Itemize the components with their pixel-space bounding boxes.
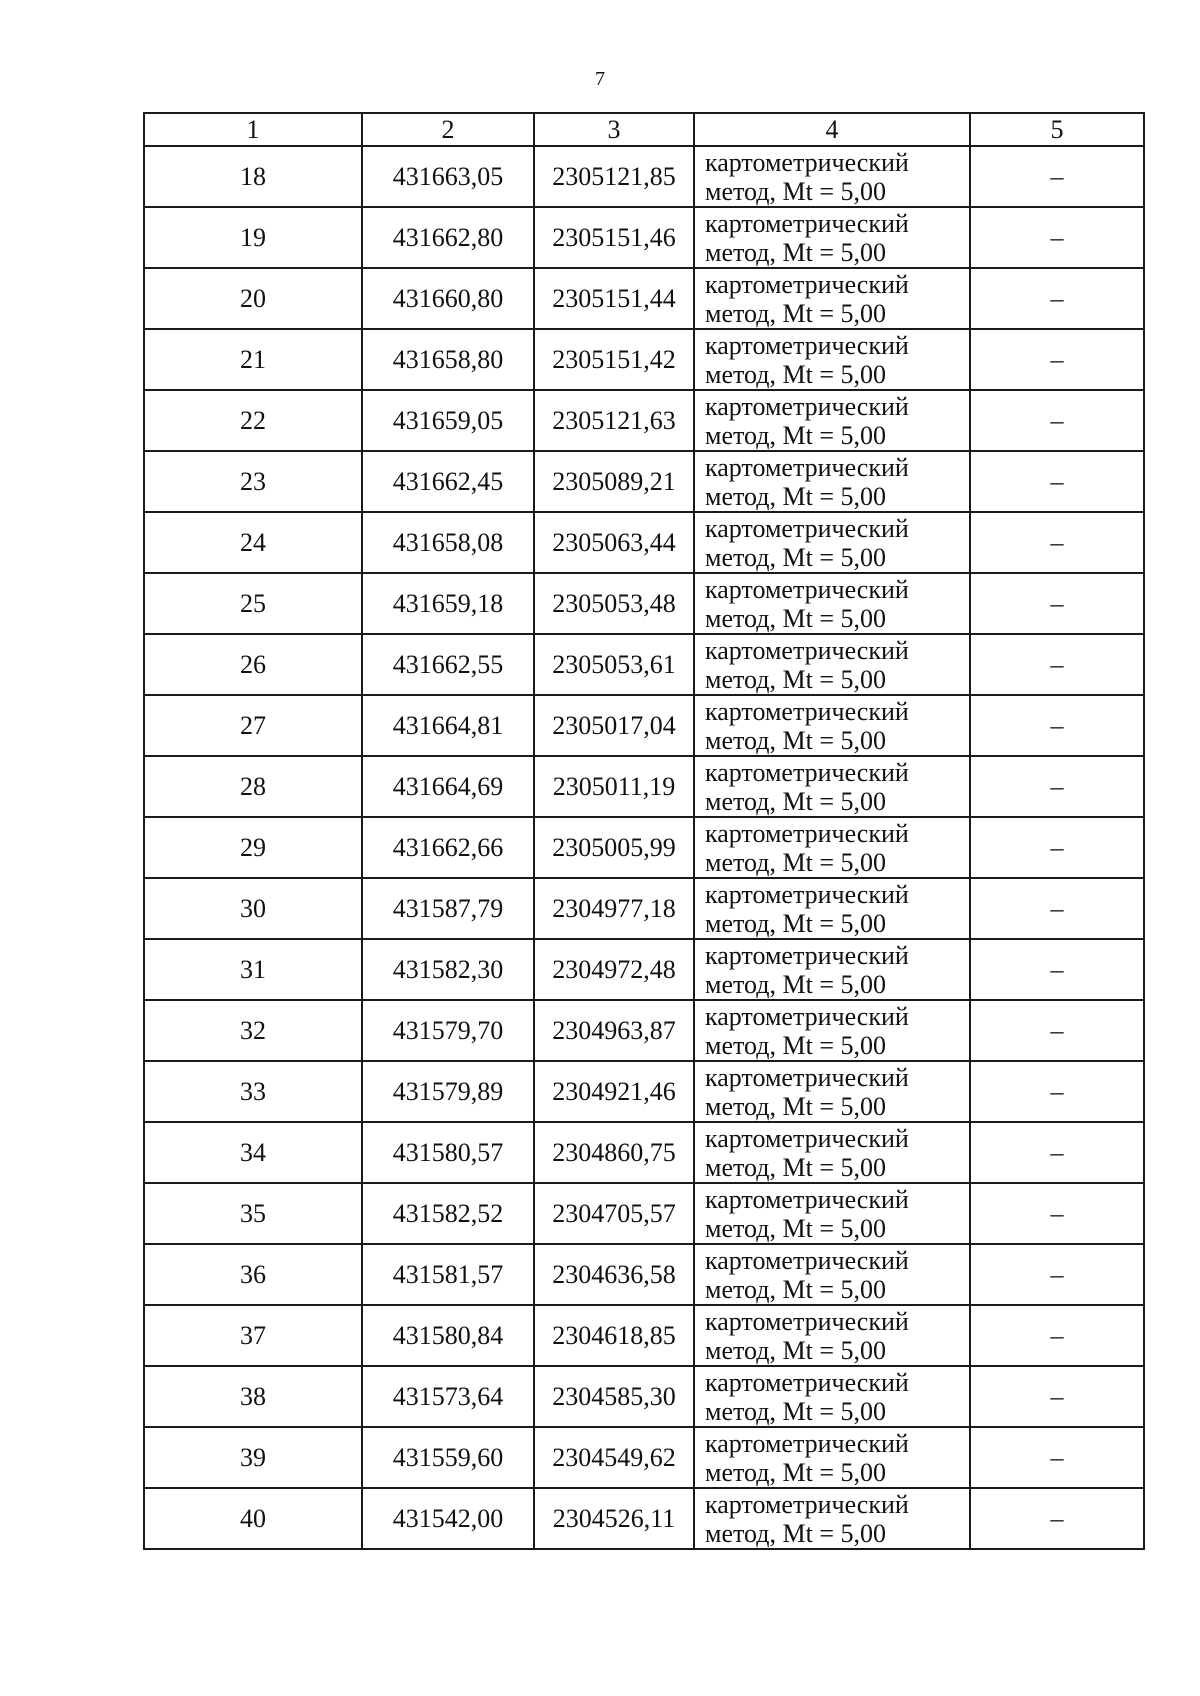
method-name: картометрический [705, 452, 909, 482]
point-number-cell: 18 [144, 146, 362, 207]
y-coordinate-cell: 2305011,19 [534, 756, 694, 817]
table-row [144, 1183, 1144, 1244]
point-number-cell: 33 [144, 1061, 362, 1122]
point-number-cell: 36 [144, 1244, 362, 1305]
method-name: картометрический [705, 1184, 909, 1214]
method-accuracy: метод, Mt = 5,00 [705, 1091, 886, 1121]
method-name: картометрический [705, 1306, 909, 1336]
method-cell [694, 1427, 970, 1488]
x-coordinate-cell: 431580,57 [362, 1122, 534, 1183]
x-coordinate-cell: 431579,70 [362, 1000, 534, 1061]
method-name: картометрический [705, 818, 909, 848]
y-coordinate-cell: 2304618,85 [534, 1305, 694, 1366]
column-5-cell: – [970, 695, 1144, 756]
y-coordinate-cell: 2305151,42 [534, 329, 694, 390]
method-accuracy: метод, Mt = 5,00 [705, 1518, 886, 1548]
method-cell [694, 146, 970, 207]
point-number-cell: 30 [144, 878, 362, 939]
method-accuracy: метод, Mt = 5,00 [705, 908, 886, 938]
table-row [144, 878, 1144, 939]
y-coordinate-cell: 2304705,57 [534, 1183, 694, 1244]
method-name: картометрический [705, 1001, 909, 1031]
page-number: 7 [595, 68, 605, 90]
y-coordinate-cell: 2305151,46 [534, 207, 694, 268]
point-number-cell: 35 [144, 1183, 362, 1244]
method-cell [694, 1061, 970, 1122]
method-cell [694, 573, 970, 634]
method-cell [694, 1000, 970, 1061]
method-name: картометрический [705, 757, 909, 787]
y-coordinate-cell: 2305063,44 [534, 512, 694, 573]
column-5-cell: – [970, 1244, 1144, 1305]
method-accuracy: метод, Mt = 5,00 [705, 1396, 886, 1426]
column-5-cell: – [970, 573, 1144, 634]
x-coordinate-cell: 431664,69 [362, 756, 534, 817]
header-cell-2: 2 [362, 113, 534, 146]
column-5-cell: – [970, 878, 1144, 939]
x-coordinate-cell: 431664,81 [362, 695, 534, 756]
point-number-cell: 20 [144, 268, 362, 329]
x-coordinate-cell: 431662,80 [362, 207, 534, 268]
column-5-cell: – [970, 817, 1144, 878]
method-cell [694, 1488, 970, 1549]
method-accuracy: метод, Mt = 5,00 [705, 420, 886, 450]
table-row [144, 512, 1144, 573]
method-accuracy: метод, Mt = 5,00 [705, 237, 886, 267]
table-row [144, 1122, 1144, 1183]
method-cell [694, 390, 970, 451]
method-cell [694, 1305, 970, 1366]
column-5-cell: – [970, 1488, 1144, 1549]
table-row [144, 1061, 1144, 1122]
y-coordinate-cell: 2305005,99 [534, 817, 694, 878]
point-number-cell: 39 [144, 1427, 362, 1488]
x-coordinate-cell: 431582,30 [362, 939, 534, 1000]
x-coordinate-cell: 431579,89 [362, 1061, 534, 1122]
method-name: картометрический [705, 1062, 909, 1092]
column-5-cell: – [970, 268, 1144, 329]
point-number-cell: 28 [144, 756, 362, 817]
method-cell [694, 1183, 970, 1244]
table-row [144, 207, 1144, 268]
table-row [144, 756, 1144, 817]
table-row [144, 573, 1144, 634]
y-coordinate-cell: 2304977,18 [534, 878, 694, 939]
table-row [144, 1488, 1144, 1549]
point-number-cell: 31 [144, 939, 362, 1000]
y-coordinate-cell: 2305151,44 [534, 268, 694, 329]
method-accuracy: метод, Mt = 5,00 [705, 1030, 886, 1060]
y-coordinate-cell: 2304972,48 [534, 939, 694, 1000]
x-coordinate-cell: 431542,00 [362, 1488, 534, 1549]
point-number-cell: 25 [144, 573, 362, 634]
y-coordinate-cell: 2305121,85 [534, 146, 694, 207]
point-number-cell: 26 [144, 634, 362, 695]
method-accuracy: метод, Mt = 5,00 [705, 847, 886, 877]
method-name: картометрический [705, 1245, 909, 1275]
method-accuracy: метод, Mt = 5,00 [705, 664, 886, 694]
method-accuracy: метод, Mt = 5,00 [705, 359, 886, 389]
point-number-cell: 38 [144, 1366, 362, 1427]
column-5-cell: – [970, 390, 1144, 451]
method-name: картометрический [705, 1367, 909, 1397]
method-name: картометрический [705, 391, 909, 421]
method-accuracy: метод, Mt = 5,00 [705, 1274, 886, 1304]
method-cell [694, 634, 970, 695]
table-row [144, 1244, 1144, 1305]
x-coordinate-cell: 431582,52 [362, 1183, 534, 1244]
table-row [144, 1427, 1144, 1488]
x-coordinate-cell: 431662,66 [362, 817, 534, 878]
method-accuracy: метод, Mt = 5,00 [705, 1457, 886, 1487]
table-body [144, 146, 1144, 1549]
method-cell [694, 207, 970, 268]
point-number-cell: 19 [144, 207, 362, 268]
column-5-cell: – [970, 1305, 1144, 1366]
method-name: картометрический [705, 208, 909, 238]
column-5-cell: – [970, 1183, 1144, 1244]
y-coordinate-cell: 2304860,75 [534, 1122, 694, 1183]
header-cell-4: 4 [694, 113, 970, 146]
method-cell [694, 451, 970, 512]
method-cell [694, 329, 970, 390]
method-accuracy: метод, Mt = 5,00 [705, 603, 886, 633]
point-number-cell: 32 [144, 1000, 362, 1061]
method-accuracy: метод, Mt = 5,00 [705, 1213, 886, 1243]
method-name: картометрический [705, 879, 909, 909]
method-name: картометрический [705, 269, 909, 299]
method-cell [694, 878, 970, 939]
method-accuracy: метод, Mt = 5,00 [705, 176, 886, 206]
method-accuracy: метод, Mt = 5,00 [705, 481, 886, 511]
method-cell [694, 756, 970, 817]
column-5-cell: – [970, 1427, 1144, 1488]
table-row [144, 1305, 1144, 1366]
y-coordinate-cell: 2305053,61 [534, 634, 694, 695]
point-number-cell: 24 [144, 512, 362, 573]
x-coordinate-cell: 431659,18 [362, 573, 534, 634]
column-5-cell: – [970, 512, 1144, 573]
x-coordinate-cell: 431580,84 [362, 1305, 534, 1366]
column-5-cell: – [970, 329, 1144, 390]
point-number-cell: 40 [144, 1488, 362, 1549]
x-coordinate-cell: 431662,55 [362, 634, 534, 695]
x-coordinate-cell: 431587,79 [362, 878, 534, 939]
point-number-cell: 27 [144, 695, 362, 756]
column-5-cell: – [970, 1061, 1144, 1122]
method-name: картометрический [705, 513, 909, 543]
header-cell-1: 1 [144, 113, 362, 146]
method-name: картометрический [705, 147, 909, 177]
header-row [144, 113, 1144, 146]
table-row [144, 634, 1144, 695]
column-5-cell: – [970, 207, 1144, 268]
method-accuracy: метод, Mt = 5,00 [705, 1335, 886, 1365]
column-5-cell: – [970, 451, 1144, 512]
method-cell [694, 695, 970, 756]
column-5-cell: – [970, 1366, 1144, 1427]
table-row [144, 1366, 1144, 1427]
x-coordinate-cell: 431662,45 [362, 451, 534, 512]
y-coordinate-cell: 2304526,11 [534, 1488, 694, 1549]
method-accuracy: метод, Mt = 5,00 [705, 298, 886, 328]
method-name: картометрический [705, 330, 909, 360]
x-coordinate-cell: 431663,05 [362, 146, 534, 207]
column-5-cell: – [970, 756, 1144, 817]
method-accuracy: метод, Mt = 5,00 [705, 542, 886, 572]
point-number-cell: 34 [144, 1122, 362, 1183]
table-row [144, 451, 1144, 512]
table-row [144, 1000, 1144, 1061]
x-coordinate-cell: 431658,80 [362, 329, 534, 390]
header-cell-3: 3 [534, 113, 694, 146]
y-coordinate-cell: 2304963,87 [534, 1000, 694, 1061]
x-coordinate-cell: 431660,80 [362, 268, 534, 329]
method-name: картометрический [705, 1489, 909, 1519]
column-5-cell: – [970, 939, 1144, 1000]
method-cell [694, 1366, 970, 1427]
table-row [144, 268, 1144, 329]
table-row [144, 146, 1144, 207]
x-coordinate-cell: 431581,57 [362, 1244, 534, 1305]
method-cell [694, 817, 970, 878]
column-5-cell: – [970, 146, 1144, 207]
x-coordinate-cell: 431559,60 [362, 1427, 534, 1488]
method-cell [694, 1122, 970, 1183]
table-row [144, 390, 1144, 451]
point-number-cell: 21 [144, 329, 362, 390]
method-name: картометрический [705, 696, 909, 726]
method-accuracy: метод, Mt = 5,00 [705, 725, 886, 755]
method-cell [694, 268, 970, 329]
table-row [144, 695, 1144, 756]
method-cell [694, 1244, 970, 1305]
method-accuracy: метод, Mt = 5,00 [705, 1152, 886, 1182]
y-coordinate-cell: 2305089,21 [534, 451, 694, 512]
point-number-cell: 22 [144, 390, 362, 451]
y-coordinate-cell: 2304585,30 [534, 1366, 694, 1427]
column-5-cell: – [970, 634, 1144, 695]
method-name: картометрический [705, 1428, 909, 1458]
x-coordinate-cell: 431659,05 [362, 390, 534, 451]
method-accuracy: метод, Mt = 5,00 [705, 969, 886, 999]
method-name: картометрический [705, 940, 909, 970]
method-name: картометрический [705, 635, 909, 665]
header-cell-5: 5 [970, 113, 1144, 146]
y-coordinate-cell: 2305053,48 [534, 573, 694, 634]
table-row [144, 817, 1144, 878]
y-coordinate-cell: 2305121,63 [534, 390, 694, 451]
method-cell [694, 512, 970, 573]
y-coordinate-cell: 2304921,46 [534, 1061, 694, 1122]
y-coordinate-cell: 2305017,04 [534, 695, 694, 756]
method-accuracy: метод, Mt = 5,00 [705, 786, 886, 816]
table-row [144, 329, 1144, 390]
x-coordinate-cell: 431658,08 [362, 512, 534, 573]
point-number-cell: 29 [144, 817, 362, 878]
method-cell [694, 939, 970, 1000]
y-coordinate-cell: 2304549,62 [534, 1427, 694, 1488]
point-number-cell: 37 [144, 1305, 362, 1366]
column-5-cell: – [970, 1000, 1144, 1061]
point-number-cell: 23 [144, 451, 362, 512]
column-5-cell: – [970, 1122, 1144, 1183]
x-coordinate-cell: 431573,64 [362, 1366, 534, 1427]
coordinates-table [143, 112, 1145, 1550]
method-name: картометрический [705, 574, 909, 604]
table-row [144, 939, 1144, 1000]
method-name: картометрический [705, 1123, 909, 1153]
y-coordinate-cell: 2304636,58 [534, 1244, 694, 1305]
